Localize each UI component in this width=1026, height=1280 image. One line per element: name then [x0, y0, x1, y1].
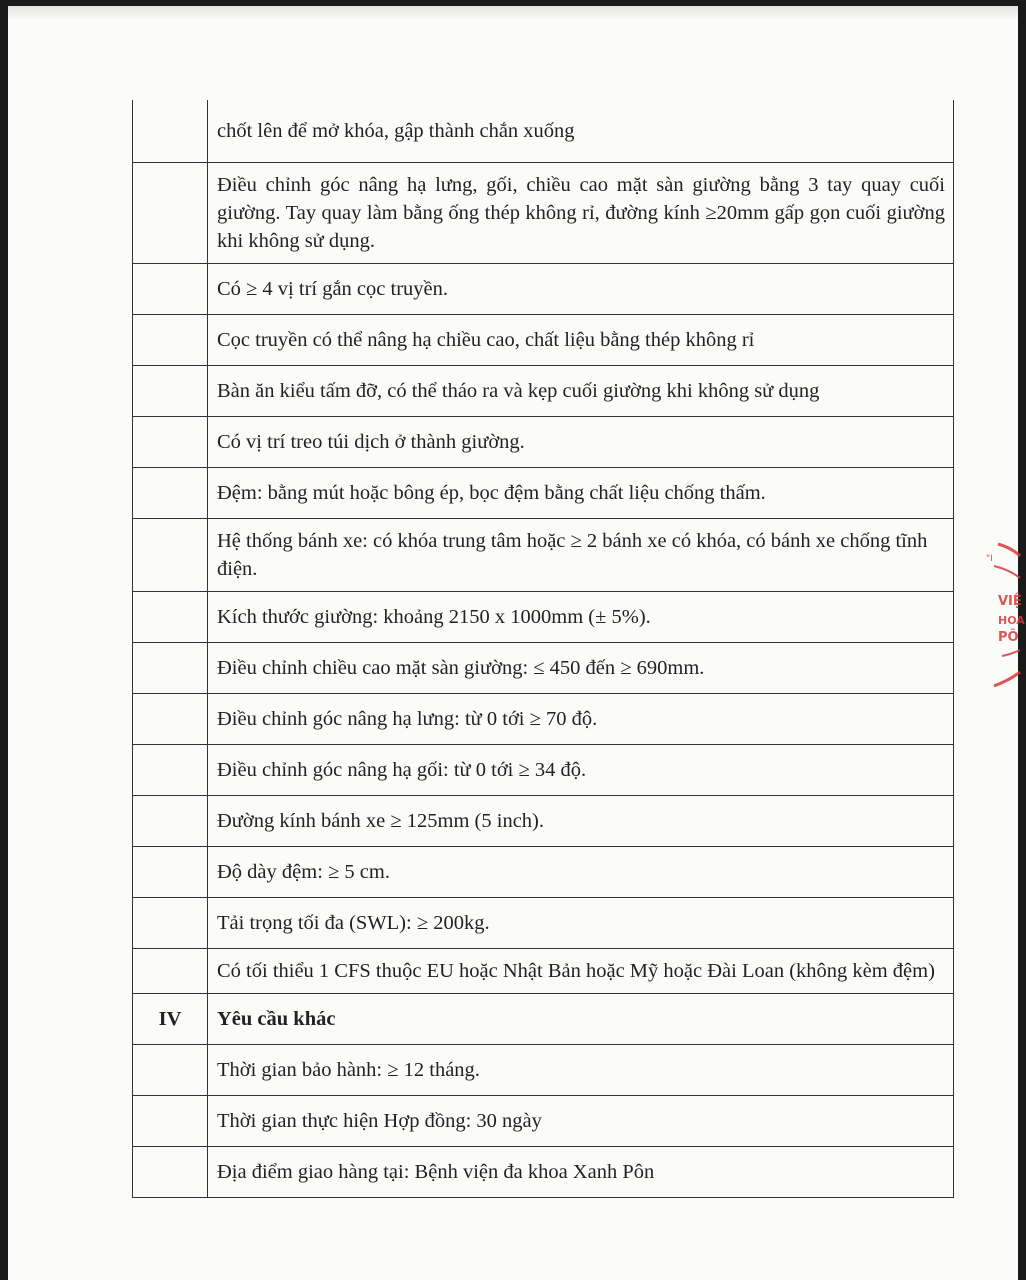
table-row [133, 417, 954, 468]
table-row [133, 796, 954, 847]
table-row [133, 898, 954, 949]
scan-edge-shadow [8, 6, 1018, 20]
row-number-cell [133, 796, 208, 847]
document-page [8, 6, 1025, 1280]
row-text-cell: Có tối thiểu 1 CFS thuộc EU hoặc Nhật Bản hoặc Mỹ hoặc Đài Loan (không kèm đệm) [208, 949, 954, 994]
row-text-cell: Thời gian bảo hành: ≥ 12 tháng. [208, 1045, 954, 1096]
row-number-cell [133, 898, 208, 949]
table-row [133, 366, 954, 417]
row-number-cell [133, 315, 208, 366]
table-row [133, 468, 954, 519]
row-text-cell: Điều chỉnh góc nâng hạ gối: từ 0 tới ≥ 34 độ. [208, 745, 954, 796]
row-number-cell [133, 949, 208, 994]
table-row [133, 1147, 954, 1198]
row-text-cell: Điều chỉnh góc nâng hạ lưng, gối, chiều cao mặt sàn giường bằng 3 tay quay cuối giường. Tay quay làm bằng ống thép không rỉ, đường kính ≥20mm gấp gọn cuối giường khi không sử dụng. [208, 163, 954, 264]
stamp-text: HOA [998, 614, 1025, 627]
row-number-cell [133, 468, 208, 519]
table-row [133, 1045, 954, 1096]
stamp-text: PÔ [998, 630, 1019, 645]
row-number-cell [133, 1045, 208, 1096]
table-row [133, 643, 954, 694]
table-row [133, 519, 954, 592]
row-number-cell [133, 100, 208, 163]
table-row [133, 592, 954, 643]
table-row [133, 745, 954, 796]
table-row [133, 694, 954, 745]
row-text-cell: Bàn ăn kiểu tấm đỡ, có thể tháo ra và kẹp cuối giường khi không sử dụng [208, 366, 954, 417]
row-text-cell: Đường kính bánh xe ≥ 125mm (5 inch). [208, 796, 954, 847]
row-text-cell: chốt lên để mở khóa, gập thành chắn xuống [208, 100, 954, 163]
table-row [133, 847, 954, 898]
row-text-cell: Có vị trí treo túi dịch ở thành giường. [208, 417, 954, 468]
row-number-cell [133, 1147, 208, 1198]
section-header-row [133, 994, 954, 1045]
row-text-cell: Hệ thống bánh xe: có khóa trung tâm hoặc ≥ 2 bánh xe có khóa, có bánh xe chống tĩnh điện. [208, 519, 954, 592]
row-number-cell [133, 366, 208, 417]
row-number-cell [133, 1096, 208, 1147]
row-text-cell: Tải trọng tối đa (SWL): ≥ 200kg. [208, 898, 954, 949]
row-text-cell: Thời gian thực hiện Hợp đồng: 30 ngày [208, 1096, 954, 1147]
specification-table [132, 100, 954, 1198]
row-text-cell: Địa điểm giao hàng tại: Bệnh viện đa khoa Xanh Pôn [208, 1147, 954, 1198]
stamp-text: VIỆ [998, 594, 1022, 609]
row-number-cell [133, 417, 208, 468]
table-row [133, 163, 954, 264]
stamp-text: "I [986, 554, 993, 564]
row-number-cell [133, 592, 208, 643]
row-number-cell [133, 847, 208, 898]
row-number-cell [133, 745, 208, 796]
row-text-cell: Kích thước giường: khoảng 2150 x 1000mm (± 5%). [208, 592, 954, 643]
row-number-cell [133, 643, 208, 694]
section-number-cell: IV [133, 994, 208, 1045]
row-text-cell: Cọc truyền có thể nâng hạ chiều cao, chất liệu bằng thép không rỉ [208, 315, 954, 366]
row-number-cell [133, 519, 208, 592]
row-text-cell: Điều chỉnh chiều cao mặt sàn giường: ≤ 450 đến ≥ 690mm. [208, 643, 954, 694]
table-row [133, 315, 954, 366]
row-number-cell [133, 264, 208, 315]
row-text-cell: Điều chỉnh góc nâng hạ lưng: từ 0 tới ≥ 70 độ. [208, 694, 954, 745]
row-text-cell: Đệm: bằng mút hoặc bông ép, bọc đệm bằng chất liệu chống thấm. [208, 468, 954, 519]
table-row [133, 1096, 954, 1147]
row-text-cell: Độ dày đệm: ≥ 5 cm. [208, 847, 954, 898]
row-text-cell: Có ≥ 4 vị trí gắn cọc truyền. [208, 264, 954, 315]
table-row [133, 264, 954, 315]
row-number-cell [133, 694, 208, 745]
section-title-cell: Yêu cầu khác [208, 994, 954, 1045]
table-row [133, 100, 954, 163]
table-row [133, 949, 954, 994]
row-number-cell [133, 163, 208, 264]
red-seal-stamp [968, 526, 1025, 706]
